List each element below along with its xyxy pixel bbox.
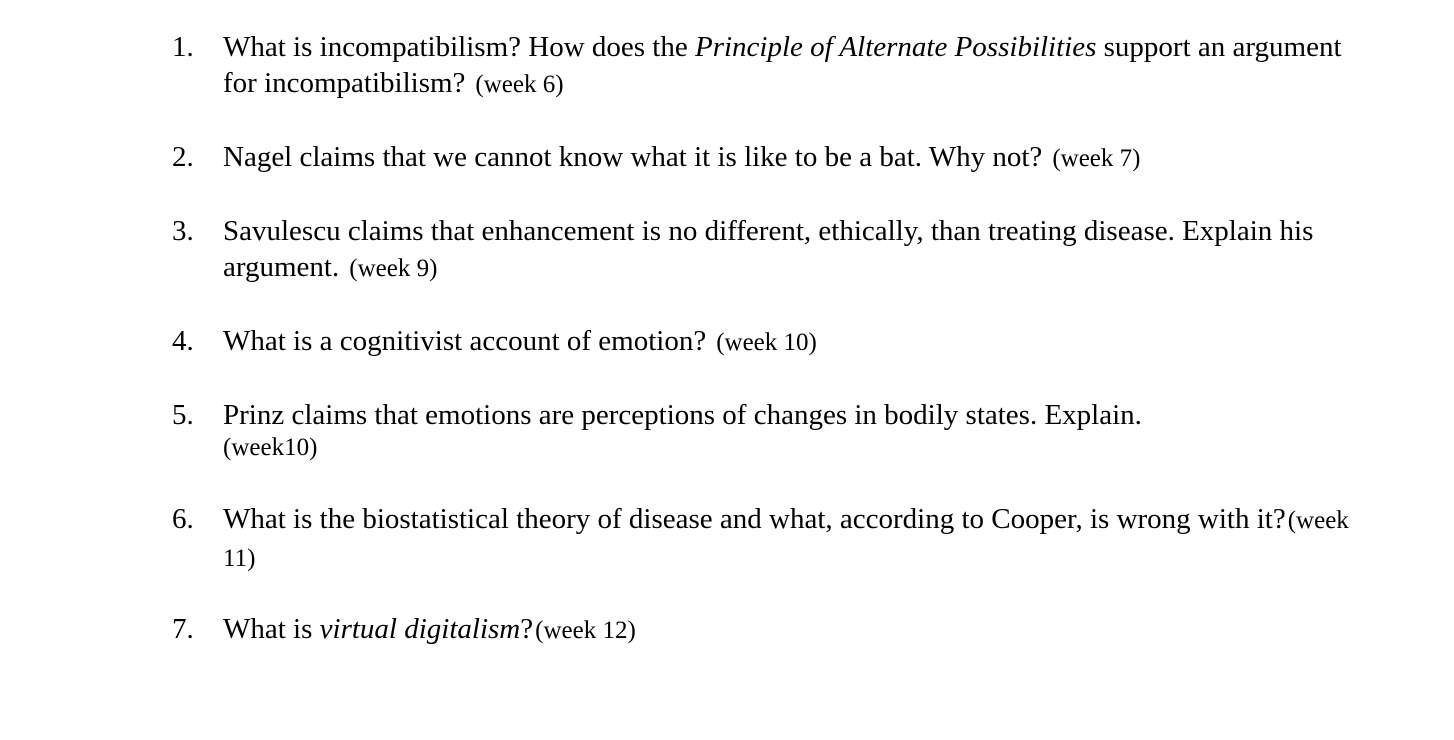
question-number: 2. — [172, 141, 194, 173]
question-number: 5. — [172, 399, 194, 431]
question-item-7 — [172, 611, 1352, 651]
question-item-6 — [172, 501, 1352, 611]
question-text-part: What is — [223, 613, 320, 645]
question-item-2 — [172, 139, 1352, 213]
week-reference: (week 9) — [349, 255, 438, 282]
question-emphasis: virtual digitalism — [319, 613, 521, 645]
week-reference: (week 11) — [223, 507, 1349, 572]
week-reference: (week10) — [223, 434, 318, 461]
question-text-part: Nagel claims that we cannot know what it is like to be a bat. Why not? — [223, 141, 1043, 173]
question-number: 1. — [172, 31, 194, 63]
question-number: 7. — [172, 613, 194, 645]
question-text — [223, 501, 1352, 577]
question-item-4 — [172, 323, 1352, 397]
question-text — [223, 323, 1352, 361]
question-text-part: What is incompatibilism? How does the — [223, 31, 695, 63]
week-reference: (week 6) — [475, 71, 564, 98]
question-item-3 — [172, 213, 1352, 323]
question-number: 4. — [172, 325, 194, 357]
question-text — [223, 29, 1352, 103]
question-item-1 — [172, 29, 1352, 139]
question-number: 3. — [172, 215, 194, 247]
question-text — [223, 213, 1352, 287]
question-text-part: ? — [520, 613, 534, 645]
question-text-part: support an argument for incompatibilism? — [223, 31, 1342, 99]
question-text-part: What is the biostatistical theory of disease and what, according to Cooper, is wrong with it? — [223, 503, 1286, 535]
question-text — [223, 139, 1352, 177]
question-text-part: What is a cognitivist account of emotion? — [223, 325, 707, 357]
question-emphasis: Principle of Alternate Possibilities — [694, 31, 1097, 63]
question-text-part: Prinz claims that emotions are perceptions of changes in bodily states. Explain. — [223, 399, 1142, 431]
question-text-part: Savulescu claims that enhancement is no different, ethically, than treating disease. Explain his argument. — [223, 215, 1314, 283]
question-number: 6. — [172, 503, 194, 535]
week-reference: (week 12) — [535, 617, 636, 644]
week-reference: (week 10) — [716, 329, 817, 356]
week-reference: (week 7) — [1052, 145, 1141, 172]
question-list — [172, 29, 1352, 651]
question-item-5 — [172, 397, 1352, 501]
question-text — [223, 397, 1352, 463]
question-text — [223, 611, 1352, 649]
